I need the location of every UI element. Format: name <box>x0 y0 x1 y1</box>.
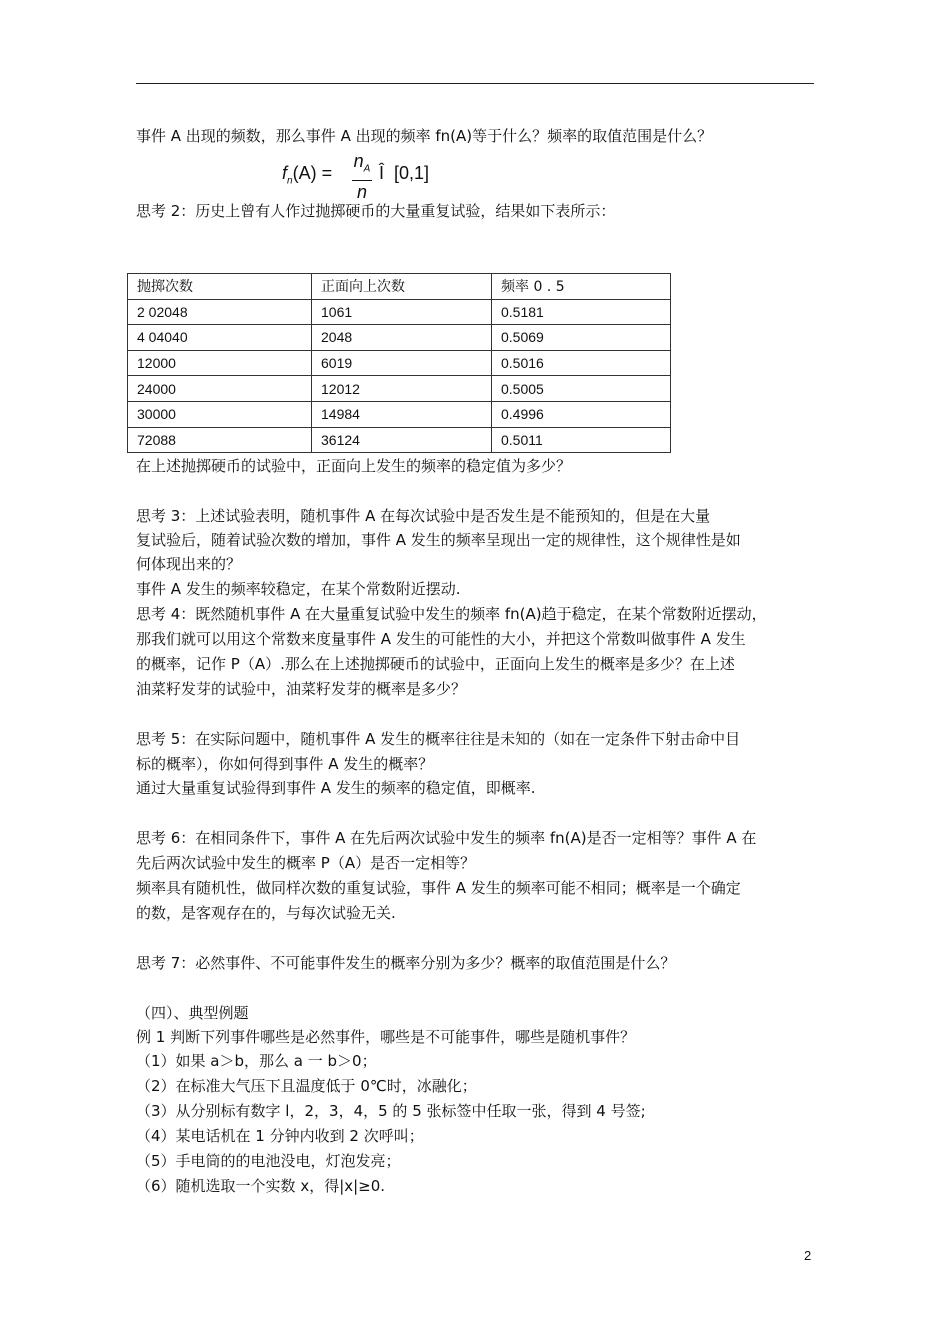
paragraph-line: 思考 6：在相同条件下，事件 A 在先后两次试验中发生的频率 fn(A)是否一定相等？事件 A 在 <box>136 829 757 847</box>
list-item: （6）随机选取一个实数 x，得|x|≥0. <box>136 1177 386 1195</box>
table-header-row <box>128 274 671 300</box>
table-cell: 0.5005 <box>492 376 671 402</box>
page-number: 2 <box>804 1248 812 1263</box>
table-cell: 2048 <box>312 325 492 351</box>
header-rule <box>136 83 814 84</box>
table-cell: 72088 <box>128 427 312 453</box>
coin-toss-table <box>127 273 671 453</box>
paragraph-line: 事件 A 发生的频率较稳定，在某个常数附近摆动. <box>136 580 461 598</box>
list-item: （4）某电话机在 1 分钟内收到 2 次呼叫； <box>136 1127 424 1145</box>
table-row <box>128 350 671 376</box>
paragraph-line: 思考 7：必然事件、不可能事件发生的概率分别为多少？概率的取值范围是什么？ <box>136 954 676 972</box>
paragraph-line: 思考 5：在实际问题中，随机事件 A 发生的概率往往是未知的（如在一定条件下射击命中目 <box>136 730 741 748</box>
paragraph-line: 先后两次试验中发生的概率 P（A）是否一定相等？ <box>136 854 476 872</box>
paragraph-line: 思考 3：上述试验表明，随机事件 A 在每次试验中是否发生是不能预知的，但是在大量 <box>136 507 711 525</box>
table-header-cell: 正面向上次数 <box>312 274 492 300</box>
table-cell: 12000 <box>128 350 312 376</box>
paragraph-line: 的数，是客观存在的，与每次试验无关. <box>136 904 396 922</box>
table-cell: 36124 <box>312 427 492 453</box>
paragraph-line: 例 1 判断下列事件哪些是必然事件，哪些是不可能事件，哪些是随机事件？ <box>136 1028 636 1046</box>
formula-membership-symbol: Î <box>379 163 385 183</box>
list-item: （3）从分别标有数字 l，2，3，4，5 的 5 张标签中任取一张，得到 4 号签; <box>136 1102 646 1120</box>
formula-range: [0,1] <box>394 163 430 183</box>
table-cell: 2 02048 <box>128 299 312 325</box>
table-row <box>128 376 671 402</box>
table-row <box>128 401 671 427</box>
paragraph-line: 那我们就可以用这个常数来度量事件 A 发生的可能性的大小，并把这个常数叫做事件 A 发生 <box>136 630 746 648</box>
paragraph-line: 事件 A 出现的频数，那么事件 A 出现的频率 fn(A)等于什么？频率的取值范围是什么？ <box>136 127 713 145</box>
table-row <box>128 427 671 453</box>
formula-fraction <box>352 152 372 202</box>
paragraph-line: 频率具有随机性，做同样次数的重复试验，事件 A 发生的频率可能不相同；概率是一个确定 <box>136 879 741 897</box>
table-cell: 4 04040 <box>128 325 312 351</box>
formula-denominator: n <box>356 181 367 202</box>
table-row <box>128 325 671 351</box>
formula-lhs: $f_n(A)$ = <box>282 163 333 187</box>
table-cell: 24000 <box>128 376 312 402</box>
table-cell: 0.5181 <box>492 299 671 325</box>
paragraph-line: 的概率，记作 P（A）.那么在上述抛掷硬币的试验中，正面向上发生的概率是多少？在上述 <box>136 655 735 673</box>
list-item: （2）在标准大气压下且温度低于 0℃时，冰融化； <box>136 1077 477 1095</box>
paragraph-line: 何体现出来的？ <box>136 555 242 573</box>
table-row <box>128 299 671 325</box>
table-cell: 30000 <box>128 401 312 427</box>
paragraph-line: 在上述抛掷硬币的试验中，正面向上发生的频率的稳定值为多少？ <box>136 457 572 475</box>
list-item: （1）如果 a＞b，那么 a 一 b＞0； <box>136 1052 377 1070</box>
frequency-formula <box>282 151 462 202</box>
fraction-bar <box>352 180 372 181</box>
paragraph-line: 油菜籽发芽的试验中，油菜籽发芽的概率是多少？ <box>136 680 467 698</box>
table-cell: 0.4996 <box>492 401 671 427</box>
section-heading: （四）、典型例题 <box>136 1004 249 1022</box>
table-header-cell: 抛掷次数 <box>128 274 312 300</box>
table-cell: 14984 <box>312 401 492 427</box>
table-cell: 0.5069 <box>492 325 671 351</box>
paragraph-line: 通过大量重复试验得到事件 A 发生的频率的稳定值，即概率. <box>136 779 536 797</box>
table-cell: 1061 <box>312 299 492 325</box>
list-item: （5）手电筒的的电池没电，灯泡发亮； <box>136 1152 401 1170</box>
table-cell: 12012 <box>312 376 492 402</box>
formula-numerator: $n_A$ <box>353 151 371 175</box>
table-header-cell: 频率 0 . 5 <box>492 274 671 300</box>
paragraph-line: 复试验后，随着试验次数的增加，事件 A 发生的频率呈现出一定的规律性，这个规律性是如 <box>136 531 741 549</box>
table-cell: 6019 <box>312 350 492 376</box>
paragraph-line: 思考 2：历史上曾有人作过抛掷硬币的大量重复试验，结果如下表所示： <box>136 202 616 220</box>
table-cell: 0.5016 <box>492 350 671 376</box>
paragraph-line: 标的概率），你如何得到事件 A 发生的概率？ <box>136 755 434 773</box>
paragraph-line: 思考 4：既然随机事件 A 在大量重复试验中发生的频率 fn(A)趋于稳定，在某个常数附近摆动， <box>136 605 767 623</box>
table-cell: 0.5011 <box>492 427 671 453</box>
